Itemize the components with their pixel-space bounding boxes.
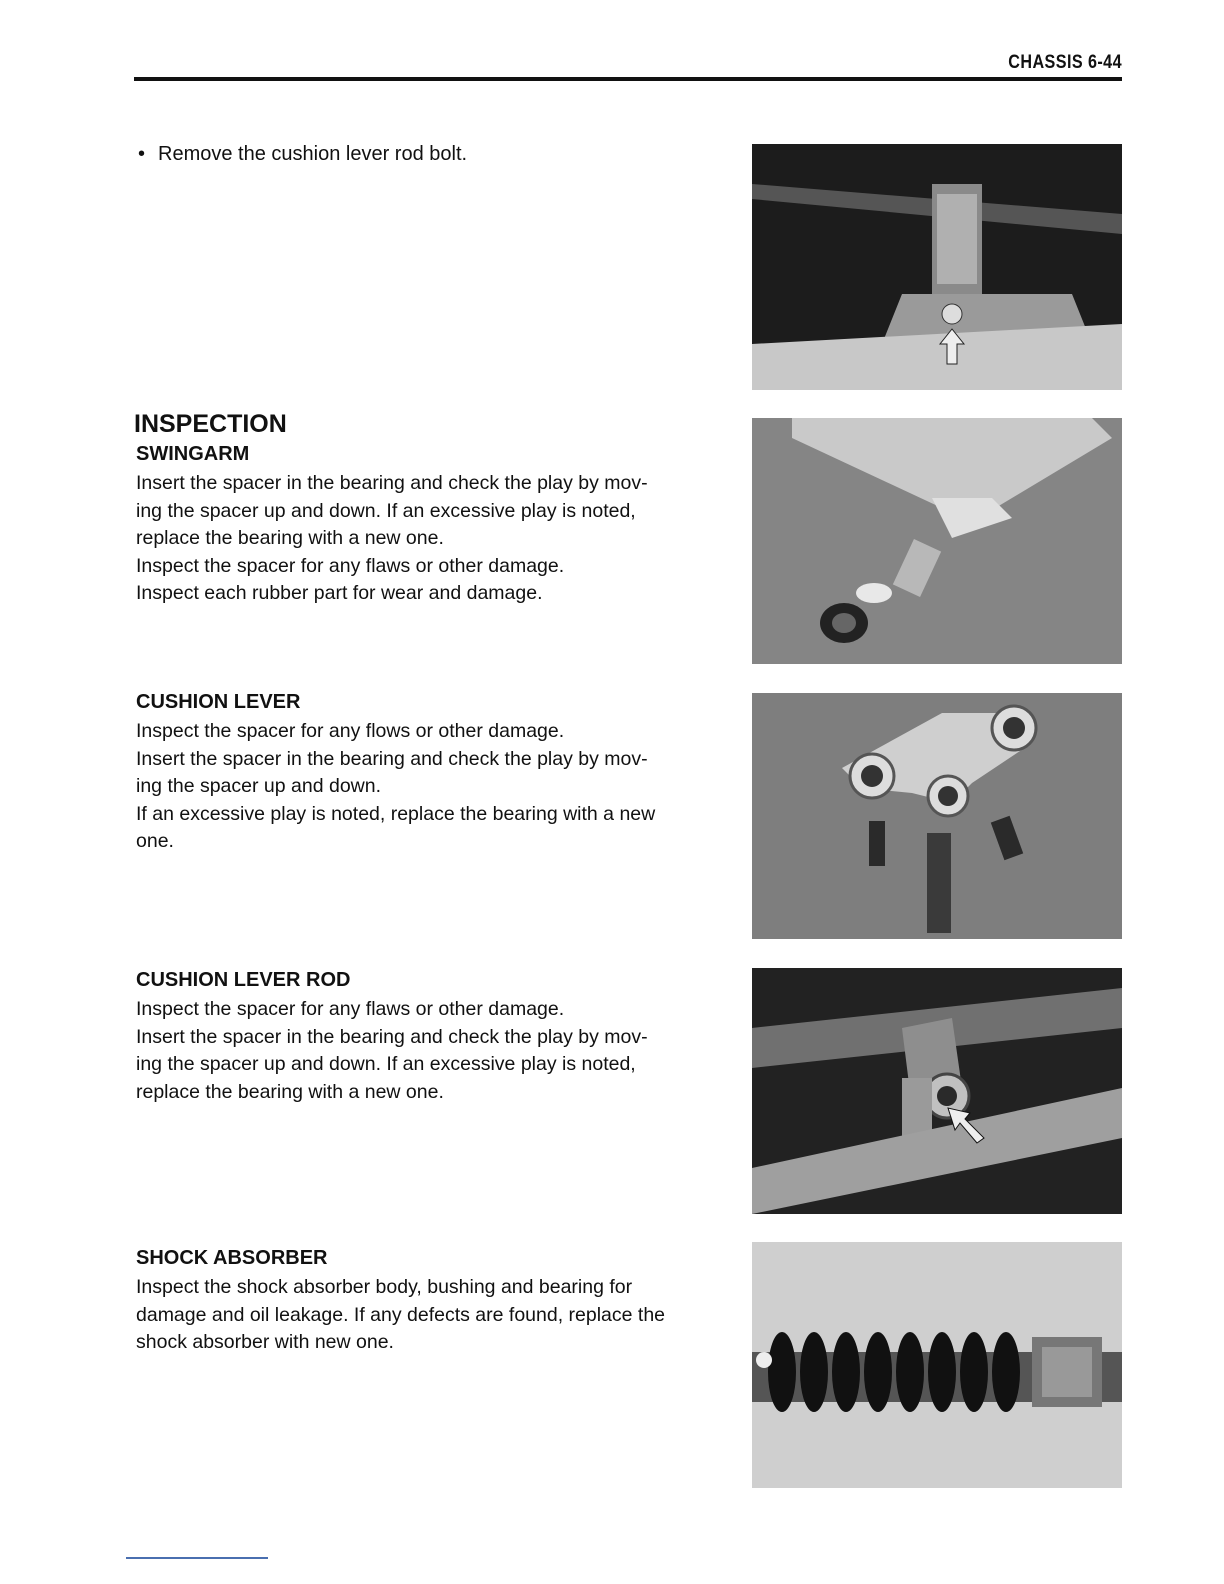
text-line: Inspect the shock absorber body, bushing and bearing for: [136, 1276, 633, 1298]
section-body: [136, 470, 736, 608]
text-line: replace the bearing with a new one.: [136, 527, 444, 549]
photo-shock-absorber: [752, 1242, 1122, 1488]
text-line: replace the bearing with a new one.: [136, 1080, 444, 1103]
text-line: Insert the spacer in the bearing and check the play by mov-: [136, 1025, 648, 1048]
text-line: damage and oil leakage. If any defects are found, replace the: [136, 1303, 666, 1326]
section-heading: CUSHION LEVER ROD: [136, 969, 351, 991]
text-line: Inspect the spacer for any flaws or other damage.: [136, 554, 565, 577]
bullet-icon: •: [138, 143, 146, 165]
section-heading: SWINGARM: [136, 443, 250, 465]
section-swingarm: [136, 440, 736, 608]
section-body: [136, 996, 736, 1106]
text-line: ing the spacer up and down. If an excessive play is noted,: [136, 499, 636, 522]
section-heading: SHOCK ABSORBER: [136, 1247, 328, 1269]
section-shock-absorber: [136, 1244, 736, 1357]
page-header: [282, 52, 1122, 74]
header-section: CHASSIS: [1008, 52, 1084, 73]
intro-text: Remove the cushion lever rod bolt.: [158, 143, 468, 165]
photo-cushion-lever-rod-bolt: [752, 144, 1122, 390]
text-line: ing the spacer up and down. If an excessive play is noted,: [136, 1053, 636, 1075]
text-line: shock absorber with new one.: [136, 1331, 394, 1353]
header-page-number: 6-44: [1087, 52, 1122, 73]
text-line: Insert the spacer in the bearing and check the play by mov-: [136, 747, 648, 770]
section-body: [136, 1274, 736, 1357]
text-line: Inspect each rubber part for wear and damage.: [136, 582, 543, 604]
footer-rule: [126, 1557, 268, 1559]
section-cushion-lever: [136, 688, 736, 856]
text-line: ing the spacer up and down.: [136, 775, 382, 797]
text-line: If an excessive play is noted, replace the bearing with a new: [136, 802, 656, 825]
text-line: one.: [136, 830, 174, 852]
photo-swingarm: [752, 418, 1122, 664]
header-rule: [134, 77, 1122, 81]
section-cushion-lever-rod: [136, 966, 736, 1106]
text-line: Insert the spacer in the bearing and check the play by mov-: [136, 472, 648, 494]
intro-step: [138, 140, 467, 168]
section-body: [136, 718, 736, 856]
text-line: Inspect the spacer for any flows or other damage.: [136, 720, 565, 742]
text-line: Inspect the spacer for any flaws or other damage.: [136, 998, 565, 1020]
section-heading: CUSHION LEVER: [136, 691, 301, 713]
photo-cushion-lever-rod: [752, 968, 1122, 1214]
photo-cushion-lever: [752, 693, 1122, 939]
inspection-title: INSPECTION: [134, 410, 287, 438]
